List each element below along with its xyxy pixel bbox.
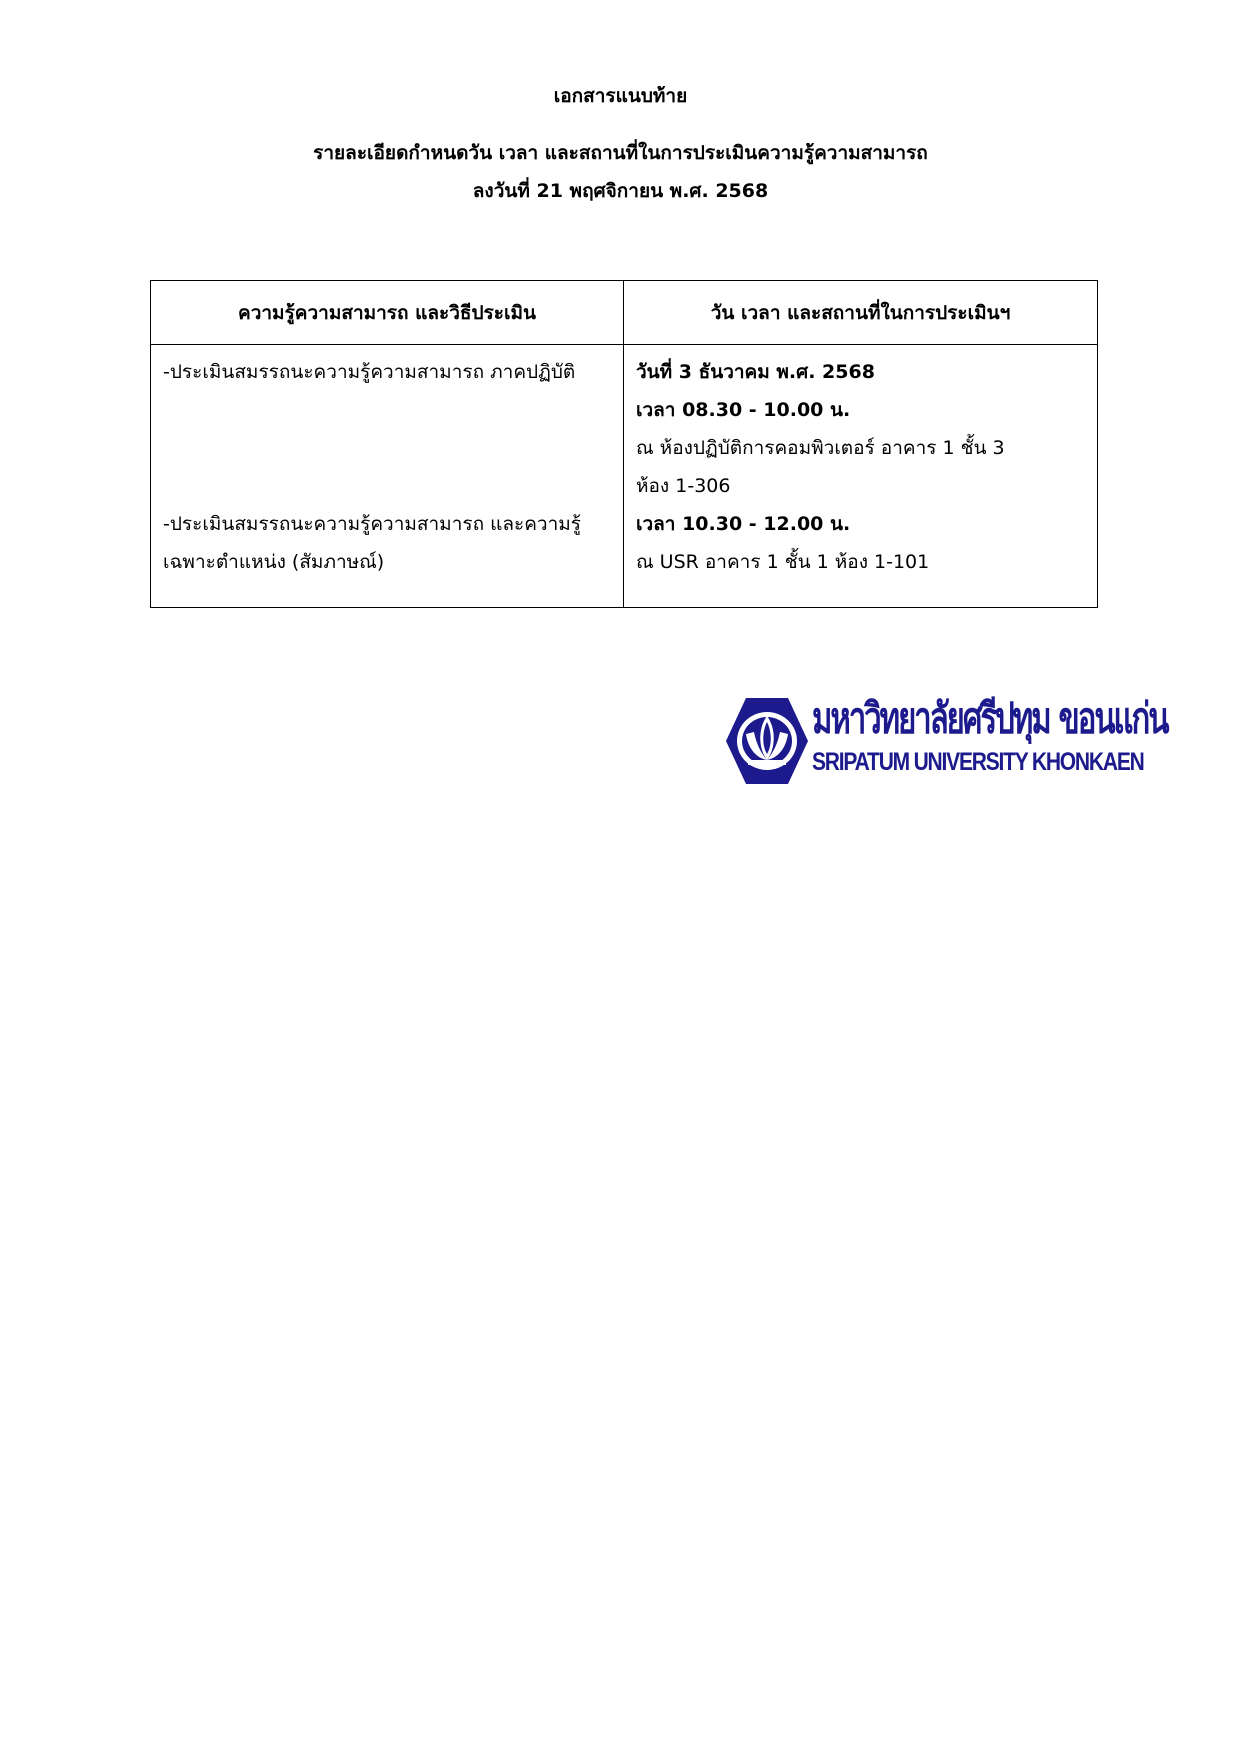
assessment-date: วันที่ 3 ธันวาคม พ.ศ. 2568 — [636, 361, 875, 383]
method-interview-line1: -ประเมินสมรรถนะความรู้ความสามารถ และความรู้ — [163, 513, 581, 535]
place-1-line2: ห้อง 1-306 — [636, 475, 731, 497]
logo-name-english: SRIPATUM UNIVERSITY KHONKAEN — [812, 748, 1144, 777]
header-datetime-place: วัน เวลา และสถานที่ในการประเมินฯ — [624, 281, 1098, 345]
document-title: เอกสารแนบท้าย — [553, 85, 688, 107]
logo-name-thai: มหาวิทยาลัยศรีปทุม ขอนแก่น — [812, 694, 1168, 744]
datetime-cell — [624, 345, 1098, 608]
table-header-row — [151, 281, 1098, 345]
schedule-table — [150, 280, 1098, 608]
method-practical: -ประเมินสมรรถนะความรู้ความสามารถ ภาคปฏิบัติ — [163, 361, 576, 383]
header-method: ความรู้ความสามารถ และวิธีประเมิน — [151, 281, 624, 345]
document-subtitle: รายละเอียดกำหนดวัน เวลา และสถานที่ในการประเมินความรู้ความสามารถ — [313, 142, 928, 164]
university-logo — [724, 692, 1168, 788]
lotus-emblem-icon — [724, 696, 810, 786]
place-2: ณ USR อาคาร 1 ชั้น 1 ห้อง 1-101 — [636, 551, 930, 573]
method-cell — [151, 345, 624, 608]
time-slot-2: เวลา 10.30 - 12.00 น. — [636, 513, 851, 535]
time-slot-1: เวลา 08.30 - 10.00 น. — [636, 399, 851, 421]
place-1-line1: ณ ห้องปฏิบัติการคอมพิวเตอร์ อาคาร 1 ชั้น 3 — [636, 437, 1005, 459]
document-date: ลงวันที่ 21 พฤศจิกายน พ.ศ. 2568 — [472, 180, 769, 202]
method-interview-line2: เฉพาะตำแหน่ง (สัมภาษณ์) — [163, 551, 385, 573]
table-row — [151, 345, 1098, 608]
